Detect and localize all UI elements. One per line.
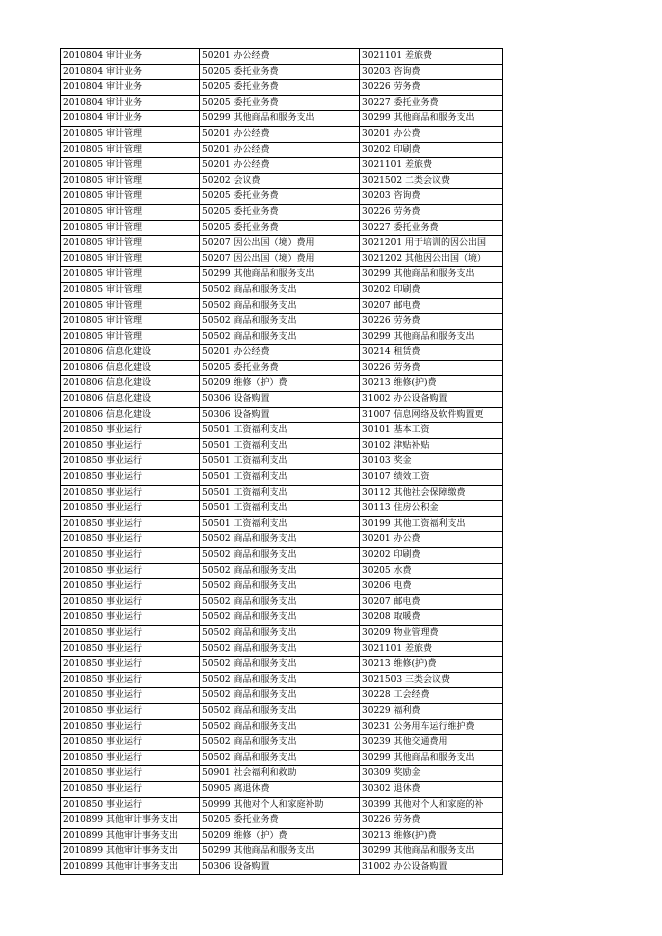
economic-class-dept-cell[interactable]: 3021101 差旅费 [360,49,503,65]
economic-class-dept-cell[interactable]: 30299 其他商品和服务支出 [360,329,503,345]
economic-class-gov-cell[interactable]: 50502 商品和服务支出 [200,719,360,735]
economic-class-gov-cell[interactable]: 50502 商品和服务支出 [200,282,360,298]
function-class-cell[interactable]: 2010804 审计业务 [61,95,200,111]
table-row [61,329,503,345]
table-row [61,220,503,236]
table-row [61,438,503,454]
economic-class-gov-cell[interactable]: 50501 工资福利支出 [200,470,360,486]
economic-class-dept-cell[interactable]: 30199 其他工资福利支出 [360,516,503,532]
table-row [61,298,503,314]
economic-class-gov-cell[interactable]: 50201 办公经费 [200,345,360,361]
economic-class-gov-cell[interactable]: 50502 商品和服务支出 [200,548,360,564]
economic-class-gov-cell[interactable]: 50501 工资福利支出 [200,485,360,501]
economic-class-dept-cell[interactable]: 30102 津贴补贴 [360,438,503,454]
table-row [61,688,503,704]
economic-class-dept-cell[interactable]: 30302 退休费 [360,781,503,797]
function-class-cell[interactable]: 2010805 审计管理 [61,142,200,158]
economic-class-gov-cell[interactable]: 50306 设备购置 [200,392,360,408]
table-row [61,735,503,751]
economic-class-dept-cell[interactable]: 30201 办公费 [360,126,503,142]
table-row [61,501,503,517]
function-class-cell[interactable]: 2010805 审计管理 [61,267,200,283]
economic-class-gov-cell[interactable]: 50502 商品和服务支出 [200,672,360,688]
function-class-cell[interactable]: 2010850 事业运行 [61,438,200,454]
function-class-cell[interactable]: 2010850 事业运行 [61,703,200,719]
table-row [61,111,503,127]
economic-class-dept-cell[interactable]: 30299 其他商品和服务支出 [360,844,503,860]
table-row [61,672,503,688]
table-row [61,813,503,829]
table-row [61,95,503,111]
economic-class-dept-cell[interactable]: 30207 邮电费 [360,594,503,610]
economic-class-dept-cell[interactable]: 30299 其他商品和服务支出 [360,750,503,766]
economic-class-gov-cell[interactable]: 50502 商品和服务支出 [200,625,360,641]
economic-class-dept-cell[interactable]: 30103 奖金 [360,454,503,470]
economic-class-dept-cell[interactable]: 3021202 其他因公出国（境） [360,251,503,267]
table-row [61,267,503,283]
function-class-cell[interactable]: 2010850 事业运行 [61,625,200,641]
table-row [61,376,503,392]
economic-class-gov-cell[interactable]: 50502 商品和服务支出 [200,579,360,595]
function-class-cell[interactable]: 2010850 事业运行 [61,532,200,548]
economic-class-dept-cell[interactable]: 30202 印刷费 [360,548,503,564]
economic-class-gov-cell[interactable]: 50201 办公经费 [200,49,360,65]
table-row [61,126,503,142]
function-class-cell[interactable]: 2010850 事业运行 [61,719,200,735]
function-class-cell[interactable]: 2010899 其他审计事务支出 [61,844,200,860]
economic-class-gov-cell[interactable]: 50502 商品和服务支出 [200,657,360,673]
function-class-cell[interactable]: 2010850 事业运行 [61,548,200,564]
economic-class-gov-cell[interactable]: 50501 工资福利支出 [200,438,360,454]
economic-class-gov-cell[interactable]: 50501 工资福利支出 [200,454,360,470]
economic-class-dept-cell[interactable]: 30208 取暖费 [360,610,503,626]
table-row [61,750,503,766]
function-class-cell[interactable]: 2010805 审计管理 [61,173,200,189]
table-row [61,485,503,501]
table-row [61,173,503,189]
economic-class-dept-cell[interactable]: 30203 咨询费 [360,64,503,80]
economic-class-gov-cell[interactable]: 50999 其他对个人和家庭补助 [200,797,360,813]
economic-class-gov-cell[interactable]: 50207 因公出国（境）费用 [200,251,360,267]
table-row [61,142,503,158]
economic-class-gov-cell[interactable]: 50901 社会福利和救助 [200,766,360,782]
function-class-cell[interactable]: 2010804 审计业务 [61,64,200,80]
economic-class-dept-cell[interactable]: 30309 奖励金 [360,766,503,782]
economic-class-gov-cell[interactable]: 50502 商品和服务支出 [200,563,360,579]
economic-class-gov-cell[interactable]: 50201 办公经费 [200,142,360,158]
economic-class-dept-cell[interactable]: 30231 公务用车运行维护费 [360,719,503,735]
table-row [61,563,503,579]
economic-class-dept-cell[interactable]: 30101 基本工资 [360,423,503,439]
economic-class-dept-cell[interactable]: 30213 维修(护)费 [360,376,503,392]
table-row [61,64,503,80]
table-row [61,766,503,782]
function-class-cell[interactable]: 2010850 事业运行 [61,781,200,797]
economic-class-dept-cell[interactable]: 3021502 二类会议费 [360,173,503,189]
table-row [61,594,503,610]
function-class-cell[interactable]: 2010805 审计管理 [61,126,200,142]
economic-class-gov-cell[interactable]: 50502 商品和服务支出 [200,735,360,751]
function-class-cell[interactable]: 2010806 信息化建设 [61,392,200,408]
economic-class-dept-cell[interactable]: 30239 其他交通费用 [360,735,503,751]
function-class-cell[interactable]: 2010850 事业运行 [61,563,200,579]
table-row [61,204,503,220]
function-class-cell[interactable]: 2010804 审计业务 [61,49,200,65]
economic-class-gov-cell[interactable]: 50202 会议费 [200,173,360,189]
function-class-cell[interactable]: 2010850 事业运行 [61,454,200,470]
spreadsheet-table [60,48,503,875]
function-class-cell[interactable]: 2010850 事业运行 [61,657,200,673]
table-row [61,251,503,267]
economic-class-gov-cell[interactable]: 50502 商品和服务支出 [200,610,360,626]
economic-class-gov-cell[interactable]: 50502 商品和服务支出 [200,329,360,345]
function-class-cell[interactable]: 2010850 事业运行 [61,423,200,439]
economic-class-gov-cell[interactable]: 50502 商品和服务支出 [200,298,360,314]
economic-class-gov-cell[interactable]: 50205 委托业务费 [200,95,360,111]
economic-class-dept-cell[interactable]: 31002 办公设备购置 [360,392,503,408]
economic-class-gov-cell[interactable]: 50502 商品和服务支出 [200,532,360,548]
function-class-cell[interactable]: 2010805 审计管理 [61,236,200,252]
economic-class-gov-cell[interactable]: 50205 委托业务费 [200,80,360,96]
economic-class-gov-cell[interactable]: 50209 维修（护）费 [200,828,360,844]
table-row [61,189,503,205]
economic-class-gov-cell[interactable]: 50905 离退休费 [200,781,360,797]
table-body [61,49,503,875]
economic-class-dept-cell[interactable]: 30227 委托业务费 [360,220,503,236]
economic-class-dept-cell[interactable]: 31007 信息网络及软件购置更 [360,407,503,423]
economic-class-gov-cell[interactable]: 50502 商品和服务支出 [200,750,360,766]
function-class-cell[interactable]: 2010850 事业运行 [61,688,200,704]
function-class-cell[interactable]: 2010899 其他审计事务支出 [61,828,200,844]
function-class-cell[interactable]: 2010850 事业运行 [61,470,200,486]
function-class-cell[interactable]: 2010850 事业运行 [61,672,200,688]
economic-class-dept-cell[interactable]: 30214 租赁费 [360,345,503,361]
function-class-cell[interactable]: 2010850 事业运行 [61,516,200,532]
function-class-cell[interactable]: 2010850 事业运行 [61,594,200,610]
economic-class-gov-cell[interactable]: 50502 商品和服务支出 [200,314,360,330]
economic-class-gov-cell[interactable]: 50299 其他商品和服务支出 [200,844,360,860]
function-class-cell[interactable]: 2010806 信息化建设 [61,360,200,376]
economic-class-dept-cell[interactable]: 30213 维修(护)费 [360,657,503,673]
table-row [61,844,503,860]
economic-class-dept-cell[interactable]: 30203 咨询费 [360,189,503,205]
function-class-cell[interactable]: 2010805 审计管理 [61,298,200,314]
table-row [61,610,503,626]
function-class-cell[interactable]: 2010850 事业运行 [61,641,200,657]
function-class-cell[interactable]: 2010850 事业运行 [61,735,200,751]
table-row [61,859,503,875]
table-row [61,781,503,797]
economic-class-gov-cell[interactable]: 50502 商品和服务支出 [200,688,360,704]
function-class-cell[interactable]: 2010850 事业运行 [61,610,200,626]
economic-class-gov-cell[interactable]: 50299 其他商品和服务支出 [200,111,360,127]
economic-class-dept-cell[interactable]: 30226 劳务费 [360,360,503,376]
table-row [61,641,503,657]
function-class-cell[interactable]: 2010805 审计管理 [61,204,200,220]
economic-class-gov-cell[interactable]: 50502 商品和服务支出 [200,641,360,657]
function-class-cell[interactable]: 2010806 信息化建设 [61,345,200,361]
function-class-cell[interactable]: 2010804 审计业务 [61,111,200,127]
economic-class-dept-cell[interactable]: 30226 劳务费 [360,813,503,829]
table-row [61,548,503,564]
function-class-cell[interactable]: 2010805 审计管理 [61,189,200,205]
table-row [61,532,503,548]
economic-class-gov-cell[interactable]: 50502 商品和服务支出 [200,594,360,610]
table-row [61,392,503,408]
economic-class-dept-cell[interactable]: 30399 其他对个人和家庭的补 [360,797,503,813]
table-row [61,454,503,470]
economic-class-dept-cell[interactable]: 30201 办公费 [360,532,503,548]
economic-class-gov-cell[interactable]: 50501 工资福利支出 [200,516,360,532]
economic-class-gov-cell[interactable]: 50205 委托业务费 [200,360,360,376]
table-row [61,236,503,252]
table-row [61,80,503,96]
economic-class-gov-cell[interactable]: 50205 委托业务费 [200,813,360,829]
table-row [61,719,503,735]
table-row [61,158,503,174]
economic-class-gov-cell[interactable]: 50201 办公经费 [200,126,360,142]
function-class-cell[interactable]: 2010805 审计管理 [61,220,200,236]
economic-class-dept-cell[interactable]: 3021101 差旅费 [360,641,503,657]
economic-class-gov-cell[interactable]: 50205 委托业务费 [200,220,360,236]
table-row [61,579,503,595]
economic-class-gov-cell[interactable]: 50201 办公经费 [200,158,360,174]
economic-class-dept-cell[interactable]: 30209 物业管理费 [360,625,503,641]
economic-class-dept-cell[interactable]: 30205 水费 [360,563,503,579]
economic-class-dept-cell[interactable]: 30202 印刷费 [360,282,503,298]
economic-class-gov-cell[interactable]: 50205 委托业务费 [200,204,360,220]
function-class-cell[interactable]: 2010805 审计管理 [61,251,200,267]
function-class-cell[interactable]: 2010806 信息化建设 [61,376,200,392]
function-class-cell[interactable]: 2010850 事业运行 [61,766,200,782]
economic-class-dept-cell[interactable]: 31002 办公设备购置 [360,859,503,875]
economic-class-gov-cell[interactable]: 50205 委托业务费 [200,189,360,205]
table-row [61,314,503,330]
economic-class-gov-cell[interactable]: 50306 设备购置 [200,407,360,423]
economic-class-dept-cell[interactable]: 30229 福利费 [360,703,503,719]
function-class-cell[interactable]: 2010806 信息化建设 [61,407,200,423]
economic-class-dept-cell[interactable]: 30202 印刷费 [360,142,503,158]
function-class-cell[interactable]: 2010804 审计业务 [61,80,200,96]
economic-class-dept-cell[interactable]: 30112 其他社会保障缴费 [360,485,503,501]
economic-class-gov-cell[interactable]: 50502 商品和服务支出 [200,703,360,719]
function-class-cell[interactable]: 2010899 其他审计事务支出 [61,859,200,875]
function-class-cell[interactable]: 2010805 审计管理 [61,314,200,330]
economic-class-gov-cell[interactable]: 50209 维修（护）费 [200,376,360,392]
economic-class-dept-cell[interactable]: 30299 其他商品和服务支出 [360,111,503,127]
economic-class-dept-cell[interactable]: 30226 劳务费 [360,80,503,96]
function-class-cell[interactable]: 2010805 审计管理 [61,158,200,174]
economic-class-dept-cell[interactable]: 3021201 用于培训的因公出国 [360,236,503,252]
economic-class-dept-cell[interactable]: 30206 电费 [360,579,503,595]
function-class-cell[interactable]: 2010850 事业运行 [61,501,200,517]
function-class-cell[interactable]: 2010850 事业运行 [61,750,200,766]
table-row [61,828,503,844]
table-row [61,49,503,65]
function-class-cell[interactable]: 2010805 审计管理 [61,329,200,345]
economic-class-gov-cell[interactable]: 50501 工资福利支出 [200,501,360,517]
economic-class-gov-cell[interactable]: 50205 委托业务费 [200,64,360,80]
function-class-cell[interactable]: 2010850 事业运行 [61,579,200,595]
table-row [61,470,503,486]
economic-class-gov-cell[interactable]: 50501 工资福利支出 [200,423,360,439]
economic-class-dept-cell[interactable]: 30227 委托业务费 [360,95,503,111]
economic-class-dept-cell[interactable]: 30226 劳务费 [360,204,503,220]
economic-class-gov-cell[interactable]: 50306 设备购置 [200,859,360,875]
function-class-cell[interactable]: 2010850 事业运行 [61,797,200,813]
table-row [61,282,503,298]
economic-class-gov-cell[interactable]: 50299 其他商品和服务支出 [200,267,360,283]
economic-class-dept-cell[interactable]: 3021101 差旅费 [360,158,503,174]
economic-class-dept-cell[interactable]: 30107 绩效工资 [360,470,503,486]
table-row [61,703,503,719]
function-class-cell[interactable]: 2010899 其他审计事务支出 [61,813,200,829]
table-row [61,625,503,641]
economic-class-dept-cell[interactable]: 30207 邮电费 [360,298,503,314]
table-row [61,407,503,423]
economic-class-dept-cell[interactable]: 30228 工会经费 [360,688,503,704]
economic-class-dept-cell[interactable]: 30299 其他商品和服务支出 [360,267,503,283]
table-row [61,345,503,361]
table-row [61,360,503,376]
function-class-cell[interactable]: 2010805 审计管理 [61,282,200,298]
table-row [61,797,503,813]
economic-class-dept-cell[interactable]: 30113 住房公积金 [360,501,503,517]
table-row [61,657,503,673]
economic-class-dept-cell[interactable]: 3021503 三类会议费 [360,672,503,688]
economic-class-gov-cell[interactable]: 50207 因公出国（境）费用 [200,236,360,252]
table-row [61,516,503,532]
table-row [61,423,503,439]
function-class-cell[interactable]: 2010850 事业运行 [61,485,200,501]
economic-class-dept-cell[interactable]: 30226 劳务费 [360,314,503,330]
economic-class-dept-cell[interactable]: 30213 维修(护)费 [360,828,503,844]
